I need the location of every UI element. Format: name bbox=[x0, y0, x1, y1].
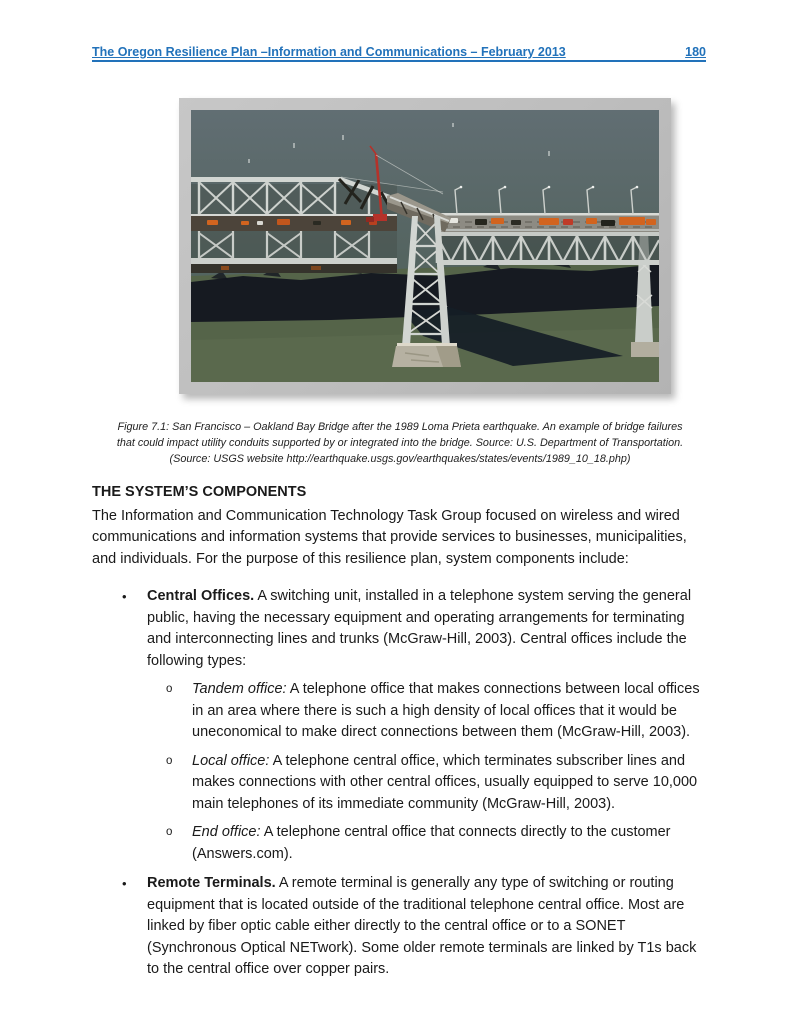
sub-list-item-end-office bbox=[166, 822, 708, 865]
list-item-remote-terminals bbox=[92, 873, 708, 981]
list-item-term: Remote Terminals. bbox=[147, 875, 276, 891]
sub-list-item-term: Tandem office: bbox=[192, 681, 287, 697]
list-item-text: Central Offices. A switching unit, installed in a telephone system serving the general public, having the necessary equipment and operating arrangements for terminating and interconnecting lines and trunks (McGraw-Hill, 2003). Central offices include the following types: bbox=[147, 588, 692, 669]
figure-frame bbox=[179, 98, 671, 394]
sub-list-item-term: End office: bbox=[192, 824, 261, 840]
sub-bullet-marker: o bbox=[166, 683, 173, 695]
list-item-central-offices bbox=[92, 586, 708, 865]
bullet-marker: • bbox=[122, 589, 127, 604]
header-title: The Oregon Resilience Plan –Information and Communications – February 2013 bbox=[92, 45, 566, 59]
sub-bullet-marker: o bbox=[166, 754, 173, 767]
sub-bullet-marker: o bbox=[166, 826, 173, 838]
list-item-text: Remote Terminals. A remote terminal is generally any type of switching or routing equipment that is located outside of the traditional telephone central office. Most are linked by fiber optic cable either directly to the central office or to a SONET (Synchronous Optical NETwork). Some older remote terminals are linked by T1s back to the central office over copper pairs. bbox=[147, 875, 697, 977]
list-item-term: Central Offices. bbox=[147, 588, 255, 604]
section-heading: THE SYSTEM’S COMPONENTS bbox=[92, 484, 307, 500]
running-header bbox=[92, 45, 706, 62]
bullet-marker: • bbox=[122, 876, 127, 891]
sub-list-item-tandem-office bbox=[166, 679, 708, 744]
sub-list-item-text: Tandem office: A telephone office that makes connections between local offices in an area where there is such a high density of local offices that it would be uneconomical to make direct connections between them (McGraw-Hill, 2003). bbox=[192, 681, 700, 740]
sub-list-item-text: End office: A telephone central office that connects directly to the customer (Answers.com). bbox=[192, 824, 671, 862]
bridge-photo-illustration bbox=[191, 110, 659, 382]
sub-list-item-local-office bbox=[166, 751, 708, 816]
intro-paragraph: The Information and Communication Technology Task Group focused on wireless and wired communications and information systems that provide services to businesses, municipalities, and individuals. For the purpose of this resilience plan, system components include: bbox=[92, 507, 687, 567]
sub-list-item-term: Local office: bbox=[192, 752, 270, 769]
header-page-number: 180 bbox=[685, 45, 706, 59]
main-content bbox=[92, 482, 708, 989]
figure-caption: Figure 7.1: San Francisco – Oakland Bay Bridge after the 1989 Loma Prieta earthquake. An example of bridge failures that could impact utility conduits supported by or integrated into the bridge. Source: U.S. Department of Transportation. (Source: USGS website http://earthquake.usgs.gov/earthquakes/states/events/1989_10_18.php) bbox=[116, 421, 684, 465]
sub-list-item-text: Local office: A telephone central office, which terminates subscriber lines and makes connections with other central offices, usually equipped to serve 10,000 main telephones of its immediate community (McGraw-Hill, 2003). bbox=[192, 752, 698, 812]
